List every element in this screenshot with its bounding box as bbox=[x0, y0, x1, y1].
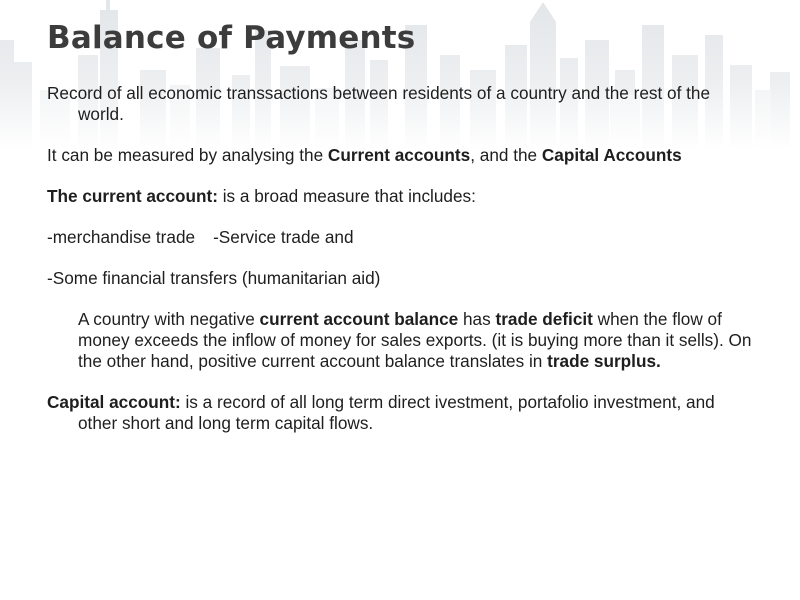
measurement-text-2: , and the bbox=[470, 145, 542, 165]
current-account-balance-term: current account balance bbox=[259, 309, 459, 329]
trade-deficit-term: trade deficit bbox=[495, 309, 593, 329]
balance-text-3: when the flow of money exceeds the inflow of money for sales exports. (it is buying more than it sells). On the other hand, positive current account balance translates in bbox=[78, 309, 752, 371]
current-account-text: is a broad measure that includes: bbox=[217, 186, 476, 206]
paragraph-balance-explanation bbox=[47, 309, 757, 372]
paragraph-capital-account bbox=[47, 392, 757, 434]
measurement-text-1: It can be measured by analysing the bbox=[47, 145, 328, 165]
slide-title: Balance of Payments bbox=[47, 20, 416, 56]
capital-account-heading: Capital account: bbox=[47, 392, 181, 412]
paragraph-financial-transfers bbox=[47, 268, 757, 289]
merchandise-trade-item: -merchandise trade bbox=[47, 227, 196, 247]
paragraph-trade-items bbox=[47, 227, 757, 248]
capital-account-text: is a record of all long term direct ivestment, portafolio investment, and other short and long term capital flows. bbox=[78, 392, 715, 433]
balance-text-1: A country with negative bbox=[78, 309, 260, 329]
paragraph-current-account bbox=[47, 186, 757, 207]
slide-body bbox=[47, 83, 757, 454]
current-accounts-term: Current accounts bbox=[327, 145, 471, 165]
current-account-heading: The current account: bbox=[47, 186, 218, 206]
paragraph-record-definition bbox=[47, 83, 757, 125]
record-definition-text: Record of all economic transsactions between residents of a country and the rest of the world. bbox=[47, 83, 711, 124]
capital-accounts-term: Capital Accounts bbox=[541, 145, 682, 165]
paragraph-measurement bbox=[47, 145, 757, 166]
financial-transfers-item: -Some financial transfers (humanitarian aid) bbox=[47, 268, 381, 288]
service-trade-item: -Service trade and bbox=[213, 227, 354, 247]
balance-text-2: has bbox=[458, 309, 496, 329]
trade-surplus-term: trade surplus. bbox=[547, 351, 661, 371]
